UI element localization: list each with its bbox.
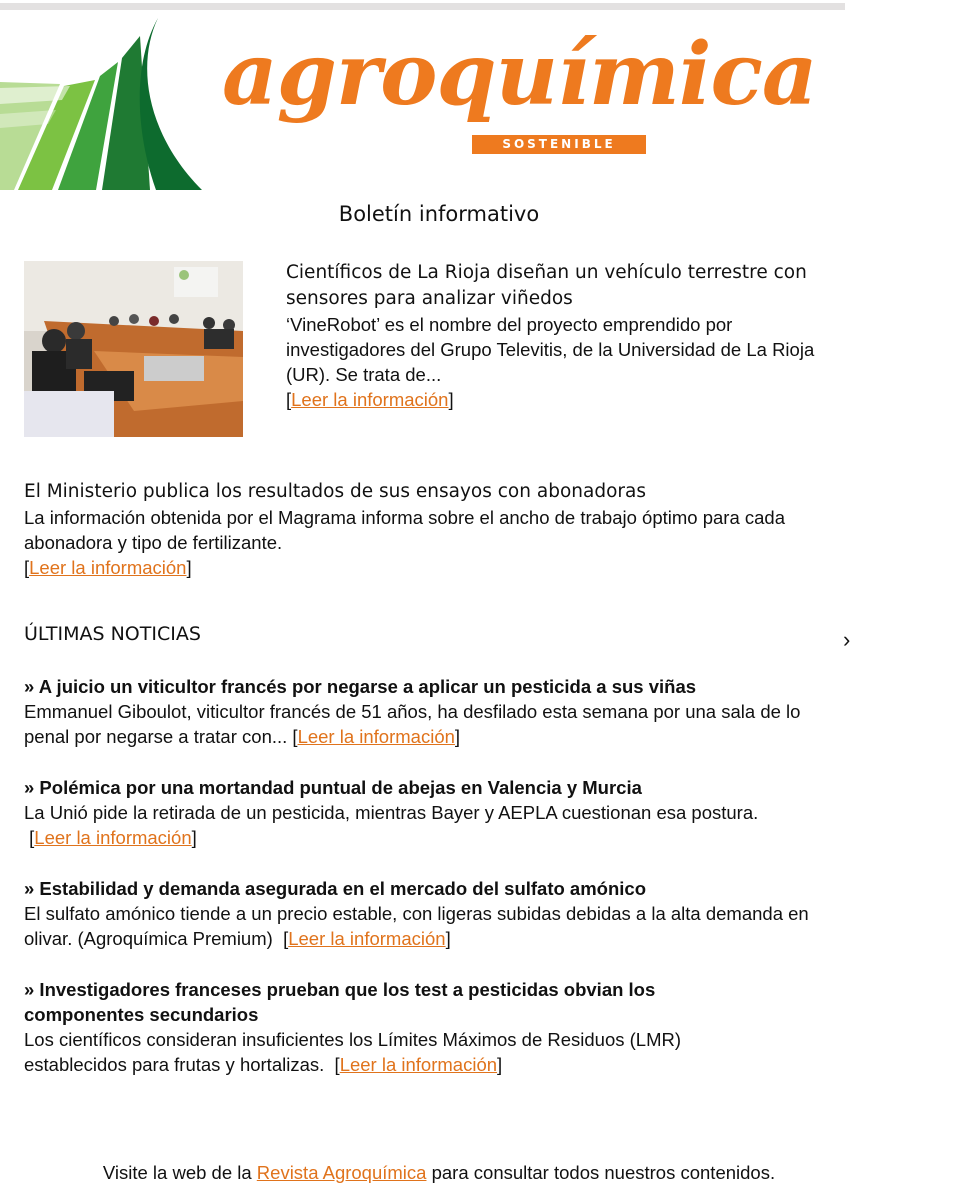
news-summary: Emmanuel Giboulot, viticultor francés de 51 años, ha desfilado esta semana por una sala de lo penal por negarse a tratar con... [Leer la información] [24,701,801,747]
read-more-line: [Leer la información] [24,827,197,848]
news-title: » Investigadores franceses prueban que los test a pesticidas obvian los componentes secundarios [24,979,656,1025]
read-more-line: [Leer la información] [24,557,192,578]
bulletin-title: Boletín informativo [338,202,540,226]
latest-news-heading: ÚLTIMAS NOTICIAS [24,623,201,645]
news-title: » Estabilidad y demanda asegurada en el mercado del sulfato amónico [24,878,646,899]
news-summary: El sulfato amónico tiende a un precio estable, con ligeras subidas debidas a la alta demanda en olivar. (Agroquímica Premium) [Leer la información] [24,903,809,949]
read-more-link[interactable]: Leer la información [339,1054,498,1075]
read-more-link[interactable]: Leer la información [34,827,192,848]
chevron-right-icon[interactable]: › [843,627,851,652]
read-more-link[interactable]: Leer la información [29,557,187,578]
featured-summary: La información obtenida por el Magrama informa sobre el ancho de trabajo óptimo para cada abonadora y tipo de fertilizante. [24,507,786,553]
news-item [24,775,844,850]
brand-badge: SOSTENIBLE [472,135,646,154]
featured-title: Científicos de La Rioja diseñan un vehículo terrestre con sensores para analizar viñedos [286,262,807,309]
news-summary: Los científicos consideran insuficientes los Límites Máximos de Residuos (LMR) establecidos para frutas y hortalizas. [Leer la información] [24,1029,682,1075]
brand-logo-text: agroquímica [222,24,817,125]
read-more-link[interactable]: Leer la información [288,928,446,949]
header-banner [0,14,845,190]
meeting-room-photo [24,261,243,437]
read-more-link[interactable]: Leer la información [297,726,455,747]
featured-article-1 [286,260,826,412]
news-summary: La Unió pide la retirada de un pesticida, mientras Bayer y AEPLA cuestionan esa postura. [24,802,759,823]
top-divider [0,3,845,10]
featured-title: El Ministerio publica los resultados de sus ensayos con abonadoras [24,481,646,502]
news-item [24,674,844,749]
featured-article-2 [24,479,844,580]
field-rows-logo-graphic [0,14,210,190]
news-title: » Polémica por una mortandad puntual de abejas en Valencia y Murcia [24,777,642,798]
footer-text: Visite la web de la Revista Agroquímica para consultar todos nuestros contenidos. [102,1162,776,1183]
magazine-link[interactable]: Revista Agroquímica [256,1162,427,1183]
read-more-link[interactable]: Leer la información [291,389,449,410]
news-item [24,876,844,951]
news-title: » A juicio un viticultor francés por negarse a aplicar un pesticida a sus viñas [24,676,697,697]
read-more-line: [Leer la información] [286,389,454,410]
featured-summary: ‘VineRobot’ es el nombre del proyecto emprendido por investigadores del Grupo Televitis, de la Universidad de La Rioja (UR). Se trata de... [286,314,815,385]
news-item [24,977,744,1077]
